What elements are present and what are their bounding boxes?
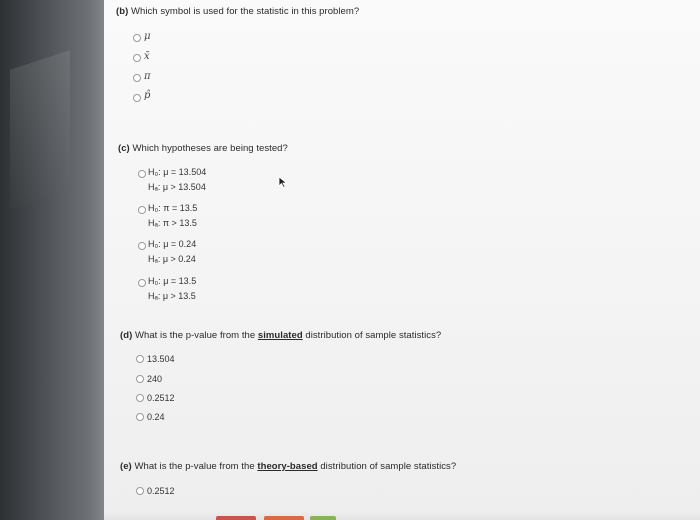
radio-c-2[interactable] <box>138 206 146 214</box>
null-hypothesis: H₀: μ = 13.5 <box>148 276 197 286</box>
null-hypothesis: H₀: μ = 13.504 <box>148 167 207 177</box>
question-d <box>120 330 441 341</box>
hypothesis-option-1 <box>148 165 206 195</box>
screen-bezel <box>0 0 104 520</box>
option-d-2: 240 <box>147 374 163 384</box>
question-d-text-pre: What is the p-value from the <box>134 330 256 341</box>
radio-b-2[interactable] <box>133 54 141 62</box>
radio-c-1[interactable] <box>138 170 146 178</box>
radio-b-3[interactable] <box>133 74 141 82</box>
question-b <box>116 6 359 17</box>
alt-hypothesis: Hₐ: π > 13.5 <box>148 218 197 228</box>
question-e-emphasis: theory-based <box>257 461 318 472</box>
glare <box>10 50 70 209</box>
question-e <box>120 461 456 472</box>
radio-e-1[interactable] <box>136 487 144 495</box>
taskbar-app-icon <box>310 516 336 520</box>
question-b-label: (b) <box>116 6 129 17</box>
alt-hypothesis: Hₐ: μ > 0.24 <box>148 254 196 264</box>
alt-hypothesis: Hₐ: μ > 13.5 <box>148 291 196 301</box>
hypothesis-option-4 <box>148 274 196 304</box>
question-c-text: Which hypotheses are being tested? <box>132 143 288 154</box>
option-b-xbar: x̄ <box>144 51 150 62</box>
null-hypothesis: H₀: μ = 0.24 <box>148 239 197 249</box>
bottom-edge <box>104 510 700 520</box>
option-b-pi: π <box>144 71 151 82</box>
radio-d-2[interactable] <box>136 375 144 383</box>
null-hypothesis: H₀: π = 13.5 <box>148 203 198 213</box>
hypothesis-option-3 <box>148 237 196 267</box>
worksheet-page <box>104 0 700 520</box>
question-d-text-post: distribution of sample statistics? <box>305 330 442 341</box>
radio-d-4[interactable] <box>136 413 144 421</box>
hypothesis-option-2 <box>148 201 197 231</box>
question-d-label: (d) <box>120 330 133 341</box>
radio-b-1[interactable] <box>133 34 141 42</box>
taskbar-app-icon <box>216 516 256 520</box>
radio-c-4[interactable] <box>138 279 146 287</box>
option-b-mu: μ <box>144 31 151 42</box>
question-e-label: (e) <box>120 461 132 472</box>
option-b-phat: p̂ <box>144 90 151 101</box>
question-e-text-post: distribution of sample statistics? <box>320 461 457 472</box>
option-d-3: 0.2512 <box>147 393 175 403</box>
radio-b-4[interactable] <box>133 94 141 102</box>
mouse-cursor-icon <box>278 176 288 188</box>
option-d-1: 13.504 <box>147 354 175 364</box>
alt-hypothesis: Hₐ: μ > 13.504 <box>148 182 206 192</box>
option-e-1: 0.2512 <box>147 486 175 496</box>
question-c <box>118 143 288 154</box>
question-d-emphasis: simulated <box>257 330 303 341</box>
option-d-4: 0.24 <box>147 412 165 422</box>
question-e-text-pre: What is the p-value from the <box>134 461 255 472</box>
radio-d-1[interactable] <box>136 355 144 363</box>
radio-c-3[interactable] <box>138 242 146 250</box>
question-c-label: (c) <box>118 143 130 154</box>
question-b-text: Which symbol is used for the statistic in this problem? <box>130 6 360 17</box>
taskbar-app-icon <box>264 516 304 520</box>
radio-d-3[interactable] <box>136 394 144 402</box>
